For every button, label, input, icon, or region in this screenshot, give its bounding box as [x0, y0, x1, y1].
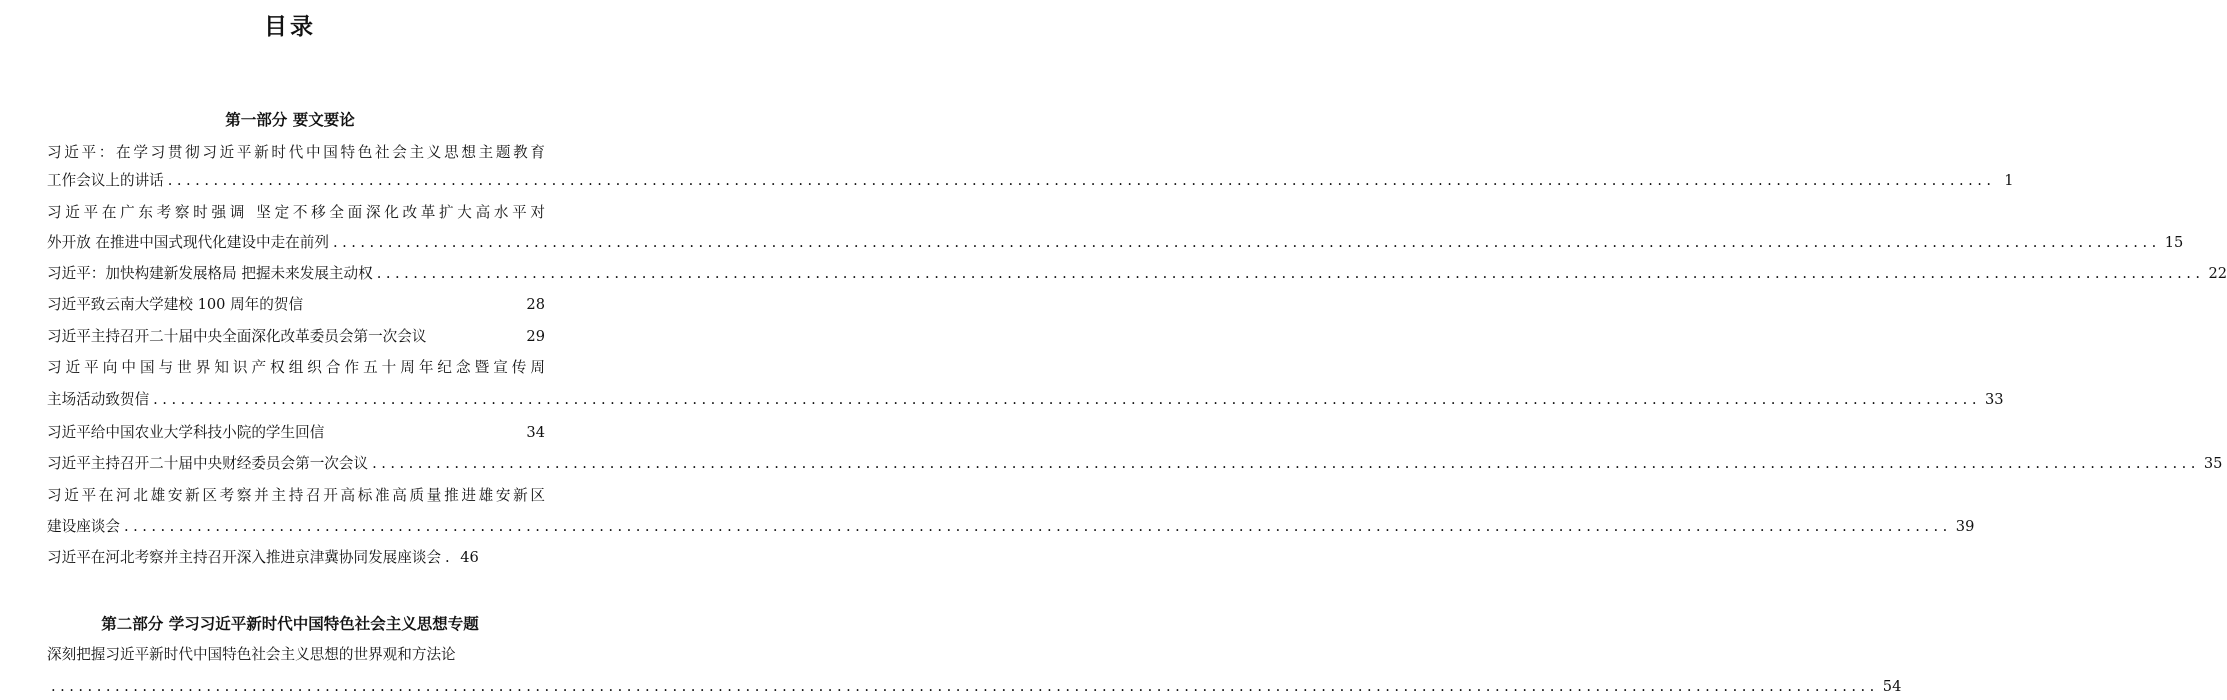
toc-entry-2-title-tail: 外开放 在推进中国式现代化建设中走在前列: [47, 234, 329, 251]
toc-entry-5-title: 习近平主持召开二十届中央全面深化改革委员会第一次会议: [47, 328, 427, 345]
toc-entry-7-page: 34: [526, 424, 545, 441]
leader-dots: ........................................................................................................................................................................................................: [376, 265, 2205, 282]
section-heading-part-1: 第一部分 要文要论: [225, 111, 355, 129]
toc-entry-5-page: 29: [526, 328, 545, 345]
leader-dots-single: .: [445, 549, 455, 566]
toc-entry-10-page: 46: [460, 549, 479, 566]
toc-entry-7[interactable]: [47, 420, 545, 446]
toc-entry-2-line-1[interactable]: 习近平在广东考察时强调 坚定不移全面深化改革扩大高水平对: [47, 204, 545, 221]
toc-entry-6-title-tail: 主场活动致贺信: [47, 391, 150, 408]
toc-entry-8-page: 35: [2203, 455, 2223, 472]
toc-entry-9-line-2[interactable]: [47, 514, 1975, 540]
leader-dots: ........................................................................................................................................................................................................: [123, 518, 1952, 535]
toc-entry-11-line-1[interactable]: 深刻把握习近平新时代中国特色社会主义思想的世界观和方法论: [47, 646, 456, 663]
toc-entry-4-title: 习近平致云南大学建校 100 周年的贺信: [47, 296, 304, 313]
toc-entry-10-title: 习近平在河北考察并主持召开深入推进京津冀协同发展座谈会: [47, 549, 442, 566]
leader-dots: ........................................................................................................................................................................................................: [51, 678, 1879, 695]
toc-entry-2-page: 15: [2164, 234, 2184, 251]
toc-entry-8[interactable]: [47, 451, 2223, 477]
toc-entry-11-line-2[interactable]: [47, 674, 1902, 700]
toc-entry-7-title: 习近平给中国农业大学科技小院的学生回信: [47, 424, 325, 441]
toc-entry-9-title-tail: 建设座谈会: [47, 518, 120, 535]
toc-entry-3-title: 习近平：加快构建新发展格局 把握未来发展主动权: [47, 265, 373, 282]
toc-entry-9-line-1[interactable]: 习近平在河北雄安新区考察并主持召开高标准高质量推进雄安新区: [47, 487, 545, 504]
toc-entry-1-title-tail: 工作会议上的讲话: [47, 172, 164, 189]
leader-dots: ........................................................................................................................................................................................................: [332, 234, 2161, 251]
toc-title: 目录: [264, 14, 316, 40]
toc-entry-6-line-1[interactable]: 习近平向中国与世界知识产权组织合作五十周年纪念暨宣传周: [47, 359, 545, 376]
toc-entry-2-line-2[interactable]: [47, 230, 2184, 256]
section-heading-part-2: 第二部分 学习习近平新时代中国特色社会主义思想专题: [101, 615, 479, 633]
toc-entry-8-title: 习近平主持召开二十届中央财经委员会第一次会议: [47, 455, 369, 472]
toc-entry-5[interactable]: [47, 324, 545, 350]
toc-entry-6-line-2[interactable]: [47, 387, 2004, 413]
leader-dots: ........................................................................................................................................................................................................: [167, 172, 1996, 189]
leader-dots: ........................................................................................................................................................................................................: [153, 391, 1981, 408]
toc-entry-1-line-2[interactable]: [47, 168, 2014, 194]
toc-entry-9-page: 39: [1955, 518, 1975, 535]
toc-entry-10[interactable]: [47, 545, 545, 571]
toc-entry-3-page: 22: [2208, 265, 2227, 282]
toc-entry-11-page: 54: [1882, 678, 1902, 695]
toc-entry-6-page: 33: [1984, 391, 2004, 408]
toc-entry-1-line-1[interactable]: 习近平：在学习贯彻习近平新时代中国特色社会主义思想主题教育: [47, 144, 545, 161]
toc-entry-4[interactable]: [47, 292, 545, 318]
toc-entry-1-page: 1: [2004, 172, 2014, 189]
toc-entry-3[interactable]: [47, 261, 2227, 287]
leader-dots: ........................................................................................................................................................................................................: [372, 455, 2200, 472]
toc-entry-4-page: 28: [526, 296, 545, 313]
